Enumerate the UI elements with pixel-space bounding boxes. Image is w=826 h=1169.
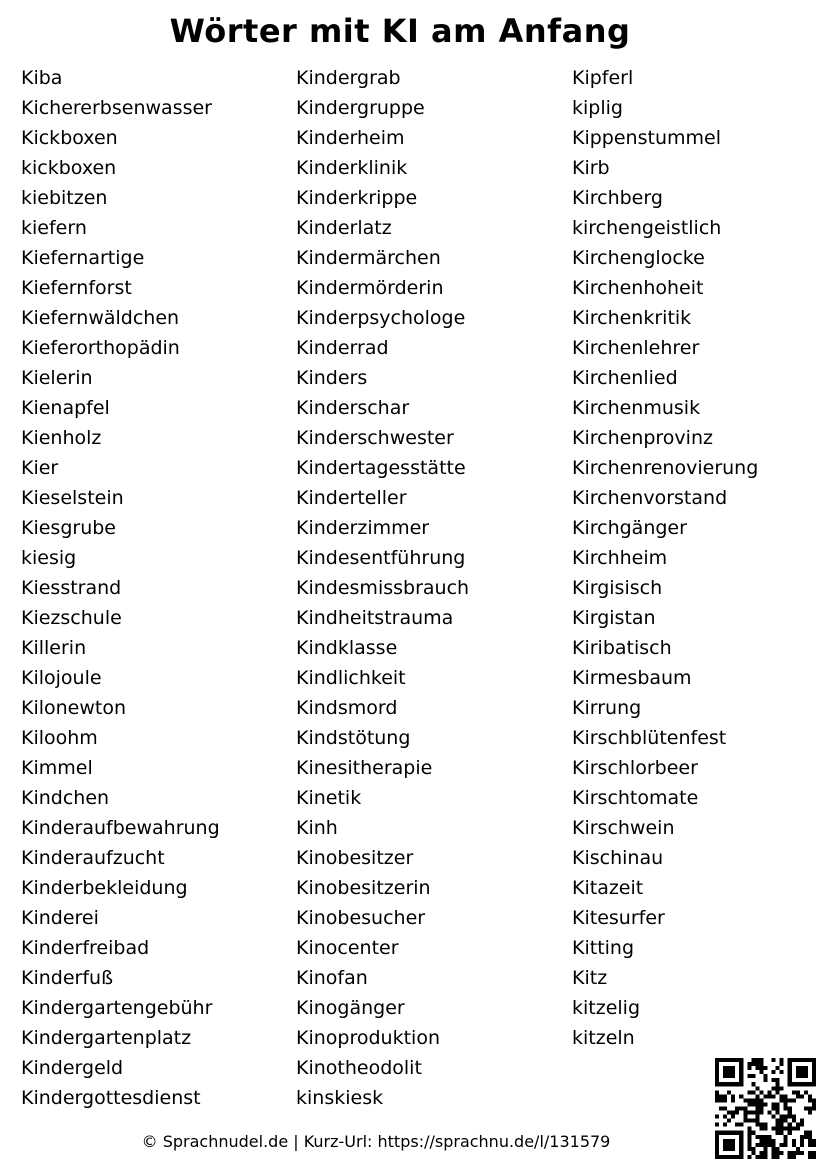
- word-item: Kinobesitzer: [296, 847, 414, 869]
- word-item: Kiefernartige: [21, 247, 145, 269]
- word-item: kirchengeistlich: [572, 217, 722, 239]
- word-item: Kindchen: [21, 787, 110, 809]
- word-item: Kinderbekleidung: [21, 877, 188, 899]
- word-item: kiplig: [572, 97, 623, 119]
- word-item: Kinderschwester: [296, 427, 454, 449]
- word-item: Kinesitherapie: [296, 757, 433, 779]
- word-item: Kinetik: [296, 787, 362, 809]
- word-item: Kiba: [21, 67, 63, 89]
- word-item: Kinderei: [21, 907, 99, 929]
- word-item: Kitazeit: [572, 877, 644, 899]
- word-item: Kinderfreibad: [21, 937, 150, 959]
- word-item: kiebitzen: [21, 187, 108, 209]
- word-item: Kinderklinik: [296, 157, 408, 179]
- word-item: Kindheitstrauma: [296, 607, 454, 629]
- word-item: Kinobesucher: [296, 907, 426, 929]
- qr-code-icon: [715, 1058, 816, 1159]
- word-item: Kischinau: [572, 847, 664, 869]
- word-item: Kindstötung: [296, 727, 411, 749]
- word-item: Kinofan: [296, 967, 368, 989]
- word-item: Kindklasse: [296, 637, 398, 659]
- word-item: Kirchenrenovierung: [572, 457, 759, 479]
- word-item: Kinoproduktion: [296, 1027, 440, 1049]
- word-item: Kitting: [572, 937, 635, 959]
- word-item: Kinderschar: [296, 397, 410, 419]
- word-item: Kieferorthopädin: [21, 337, 180, 359]
- word-item: Kindermärchen: [296, 247, 441, 269]
- word-item: Kirchenprovinz: [572, 427, 713, 449]
- word-item: Kindesentführung: [296, 547, 466, 569]
- word-item: Kirschlorbeer: [572, 757, 698, 779]
- word-item: Kiefernwäldchen: [21, 307, 180, 329]
- word-item: Kindermörderin: [296, 277, 444, 299]
- word-item: Kirchenglocke: [572, 247, 705, 269]
- word-item: Kinobesitzerin: [296, 877, 431, 899]
- word-item: Kinderrad: [296, 337, 389, 359]
- word-item: Kielerin: [21, 367, 93, 389]
- word-item: Kiribatisch: [572, 637, 672, 659]
- word-item: Kirchheim: [572, 547, 668, 569]
- word-item: Kinderlatz: [296, 217, 392, 239]
- word-item: Kilonewton: [21, 697, 127, 719]
- word-item: Kirchenlehrer: [572, 337, 700, 359]
- word-item: Kinh: [296, 817, 338, 839]
- word-item: kitzelig: [572, 997, 641, 1019]
- word-item: Kinogänger: [296, 997, 405, 1019]
- word-item: Kinocenter: [296, 937, 399, 959]
- word-item: Kimmel: [21, 757, 93, 779]
- word-item: Kirchenmusik: [572, 397, 701, 419]
- word-item: Kinderaufbewahrung: [21, 817, 220, 839]
- word-item: Kinotheodolit: [296, 1057, 422, 1079]
- word-item: Kieselstein: [21, 487, 124, 509]
- word-item: Kinderfuß: [21, 967, 114, 989]
- word-item: kitzeln: [572, 1027, 635, 1049]
- word-item: Kindsmord: [296, 697, 398, 719]
- word-item: Kirrung: [572, 697, 642, 719]
- word-item: Kindergrab: [296, 67, 401, 89]
- word-item: Kirgisisch: [572, 577, 663, 599]
- word-column-3: [572, 63, 758, 1053]
- word-item: Kichererbsenwasser: [21, 97, 212, 119]
- footer-text: © Sprachnudel.de | Kurz-Url: https://sprachnu.de/l/131579: [141, 1132, 611, 1151]
- word-item: Kirmesbaum: [572, 667, 692, 689]
- word-item: Kirschblütenfest: [572, 727, 727, 749]
- word-item: Kienholz: [21, 427, 102, 449]
- word-item: Kirchgänger: [572, 517, 687, 539]
- word-item: kiefern: [21, 217, 87, 239]
- word-item: Kippenstummel: [572, 127, 721, 149]
- word-item: Kirchenkritik: [572, 307, 692, 329]
- word-item: Kier: [21, 457, 59, 479]
- word-item: Kienapfel: [21, 397, 110, 419]
- word-item: Kirb: [572, 157, 610, 179]
- word-item: Kinderkrippe: [296, 187, 418, 209]
- word-item: Kilojoule: [21, 667, 102, 689]
- word-item: Kindergeld: [21, 1057, 124, 1079]
- word-item: Kindergottesdienst: [21, 1087, 201, 1109]
- word-item: kiesig: [21, 547, 77, 569]
- word-item: Kiefernforst: [21, 277, 132, 299]
- word-item: Kirgistan: [572, 607, 656, 629]
- word-item: Kinders: [296, 367, 368, 389]
- word-item: Kindergartenplatz: [21, 1027, 192, 1049]
- word-item: Kitesurfer: [572, 907, 665, 929]
- word-item: Kindlichkeit: [296, 667, 406, 689]
- word-item: Kirschtomate: [572, 787, 699, 809]
- word-item: Kirchenvorstand: [572, 487, 728, 509]
- word-item: Kinderteller: [296, 487, 407, 509]
- word-item: Killerin: [21, 637, 87, 659]
- word-item: Kirchenlied: [572, 367, 678, 389]
- word-item: Kinderaufzucht: [21, 847, 165, 869]
- word-item: Kiesstrand: [21, 577, 122, 599]
- word-item: Kindergruppe: [296, 97, 425, 119]
- word-item: Kirchberg: [572, 187, 663, 209]
- word-item: Kitz: [572, 967, 608, 989]
- word-item: Kinderzimmer: [296, 517, 430, 539]
- word-column-2: [296, 63, 469, 1113]
- word-item: Kindesmissbrauch: [296, 577, 470, 599]
- word-item: kickboxen: [21, 157, 117, 179]
- word-item: Kinderheim: [296, 127, 405, 149]
- word-item: Kickboxen: [21, 127, 118, 149]
- word-item: Kipferl: [572, 67, 634, 89]
- word-item: Kiezschule: [21, 607, 122, 629]
- word-item: Kirschwein: [572, 817, 675, 839]
- word-item: Kindergartengebühr: [21, 997, 213, 1019]
- word-item: Kinderpsychologe: [296, 307, 466, 329]
- page-title: Wörter mit KI am Anfang: [169, 12, 631, 50]
- word-item: Kiesgrube: [21, 517, 116, 539]
- word-item: Kindertagesstätte: [296, 457, 466, 479]
- word-column-1: [21, 63, 220, 1113]
- word-item: kinskiesk: [296, 1087, 384, 1109]
- word-item: Kiloohm: [21, 727, 98, 749]
- word-item: Kirchenhoheit: [572, 277, 704, 299]
